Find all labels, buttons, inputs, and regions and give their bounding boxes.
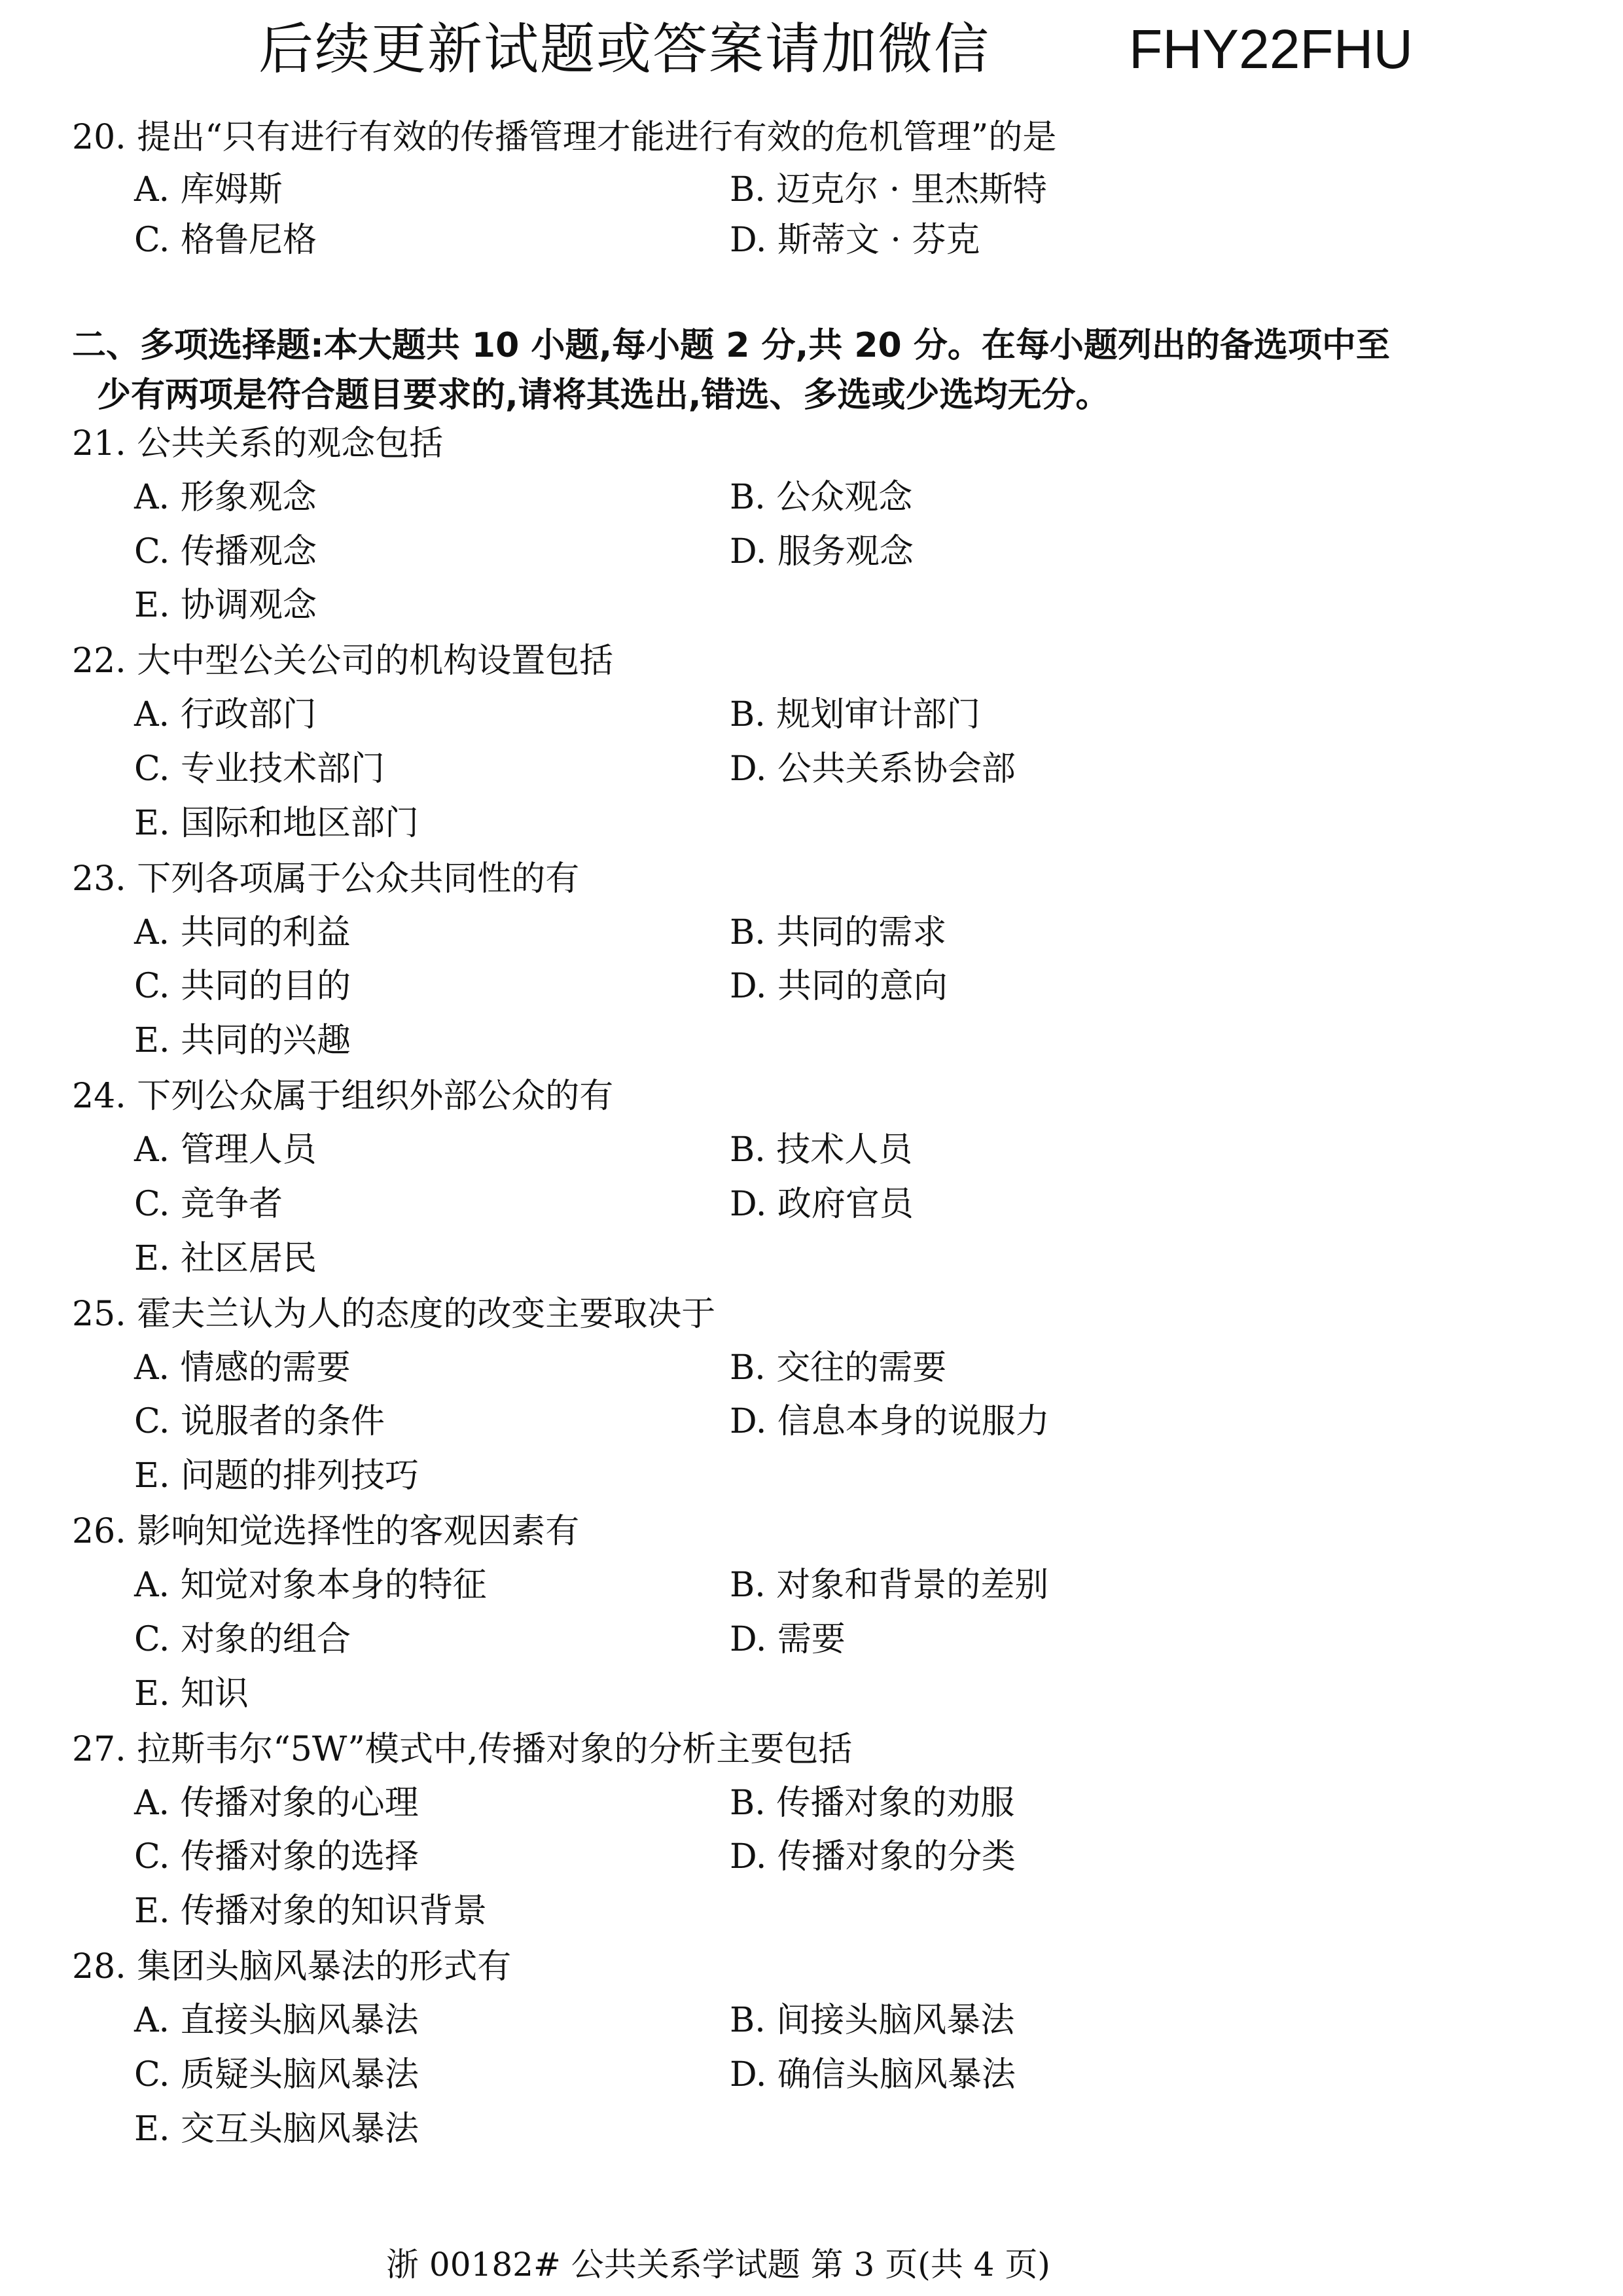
header-code: FHY22FHU (1129, 18, 1414, 80)
question-stem: 22. 大中型公关公司的机构设置包括 (72, 641, 614, 681)
section-2-line-2: 少有两项是符合题目要求的,请将其选出,错选、多选或少选均无分。 (97, 376, 1110, 415)
question-stem: 24. 下列公众属于组织外部公众的有 (72, 1077, 614, 1116)
option-d: D. 政府官员 (730, 1185, 914, 1224)
option-d: D. 公共关系协会部 (730, 749, 1016, 789)
option-c: C. 对象的组合 (134, 1620, 351, 1659)
option-e: E. 知识 (134, 1674, 249, 1713)
option-e: E. 国际和地区部门 (134, 804, 419, 843)
option-b: B. 技术人员 (730, 1130, 913, 1170)
section-2-instructions (72, 321, 1577, 420)
option-c: C. 共同的目的 (134, 967, 351, 1006)
option-a: A. 传播对象的心理 (134, 1784, 419, 1823)
option-d: D. 服务观念 (730, 532, 914, 571)
option-b: B. 传播对象的劝服 (730, 1784, 1015, 1823)
option-a: A. 情感的需要 (134, 1348, 351, 1388)
question-20-option-d: D. 斯蒂文 · 芬克 (730, 221, 980, 260)
option-d: D. 信息本身的说服力 (730, 1402, 1050, 1441)
header-title: 后续更新试题或答案请加微信 (259, 17, 991, 81)
option-e: E. 社区居民 (134, 1239, 317, 1278)
option-d: D. 共同的意向 (730, 967, 948, 1006)
option-b: B. 间接头脑风暴法 (730, 2001, 1015, 2040)
section-2-line-1: 二、多项选择题:本大题共 10 小题,每小题 2 分,共 20 分。在每小题列出的备选项中至 (72, 326, 1390, 365)
page-footer: 浙 00182# 公共关系学试题 第 3 页(共 4 页) (386, 2246, 1050, 2284)
option-b: B. 共同的需求 (730, 913, 947, 952)
question-20-stem: 20. 提出“只有进行有效的传播管理才能进行有效的危机管理”的是 (72, 118, 1057, 157)
option-c: C. 传播观念 (134, 532, 317, 571)
question-stem: 25. 霍夫兰认为人的态度的改变主要取决于 (72, 1295, 716, 1334)
option-e: E. 问题的排列技巧 (134, 1456, 419, 1496)
option-c: C. 传播对象的选择 (134, 1837, 419, 1876)
option-a: A. 共同的利益 (134, 913, 351, 952)
question-20-option-b: B. 迈克尔 · 里杰斯特 (730, 170, 1047, 209)
option-b: B. 交往的需要 (730, 1348, 947, 1388)
option-b: B. 对象和背景的差别 (730, 1566, 1049, 1605)
option-a: A. 知觉对象本身的特征 (134, 1566, 487, 1605)
option-d: D. 需要 (730, 1620, 846, 1659)
option-e: E. 共同的兴趣 (134, 1021, 351, 1060)
option-a: A. 形象观念 (134, 478, 317, 517)
question-stem: 21. 公共关系的观念包括 (72, 424, 444, 463)
option-c: C. 质疑头脑风暴法 (134, 2055, 419, 2094)
question-20-option-c: C. 格鲁尼格 (134, 221, 317, 260)
option-a: A. 管理人员 (134, 1130, 317, 1170)
option-a: A. 行政部门 (134, 695, 317, 734)
option-b: B. 公众观念 (730, 478, 913, 517)
question-20-option-a: A. 库姆斯 (134, 170, 283, 209)
option-d: D. 确信头脑风暴法 (730, 2055, 1016, 2094)
option-b: B. 规划审计部门 (730, 695, 981, 734)
option-c: C. 专业技术部门 (134, 749, 385, 789)
question-stem: 26. 影响知觉选择性的客观因素有 (72, 1512, 580, 1551)
option-e: E. 协调观念 (134, 586, 317, 625)
question-stem: 28. 集团头脑风暴法的形式有 (72, 1947, 512, 1986)
question-stem: 23. 下列各项属于公众共同性的有 (72, 859, 580, 899)
option-d: D. 传播对象的分类 (730, 1837, 1016, 1876)
option-a: A. 直接头脑风暴法 (134, 2001, 419, 2040)
option-c: C. 竞争者 (134, 1185, 283, 1224)
question-stem: 27. 拉斯韦尔“5W”模式中,传播对象的分析主要包括 (72, 1730, 853, 1769)
option-e: E. 传播对象的知识背景 (134, 1892, 488, 1931)
option-e: E. 交互头脑风暴法 (134, 2109, 419, 2149)
option-c: C. 说服者的条件 (134, 1402, 385, 1441)
